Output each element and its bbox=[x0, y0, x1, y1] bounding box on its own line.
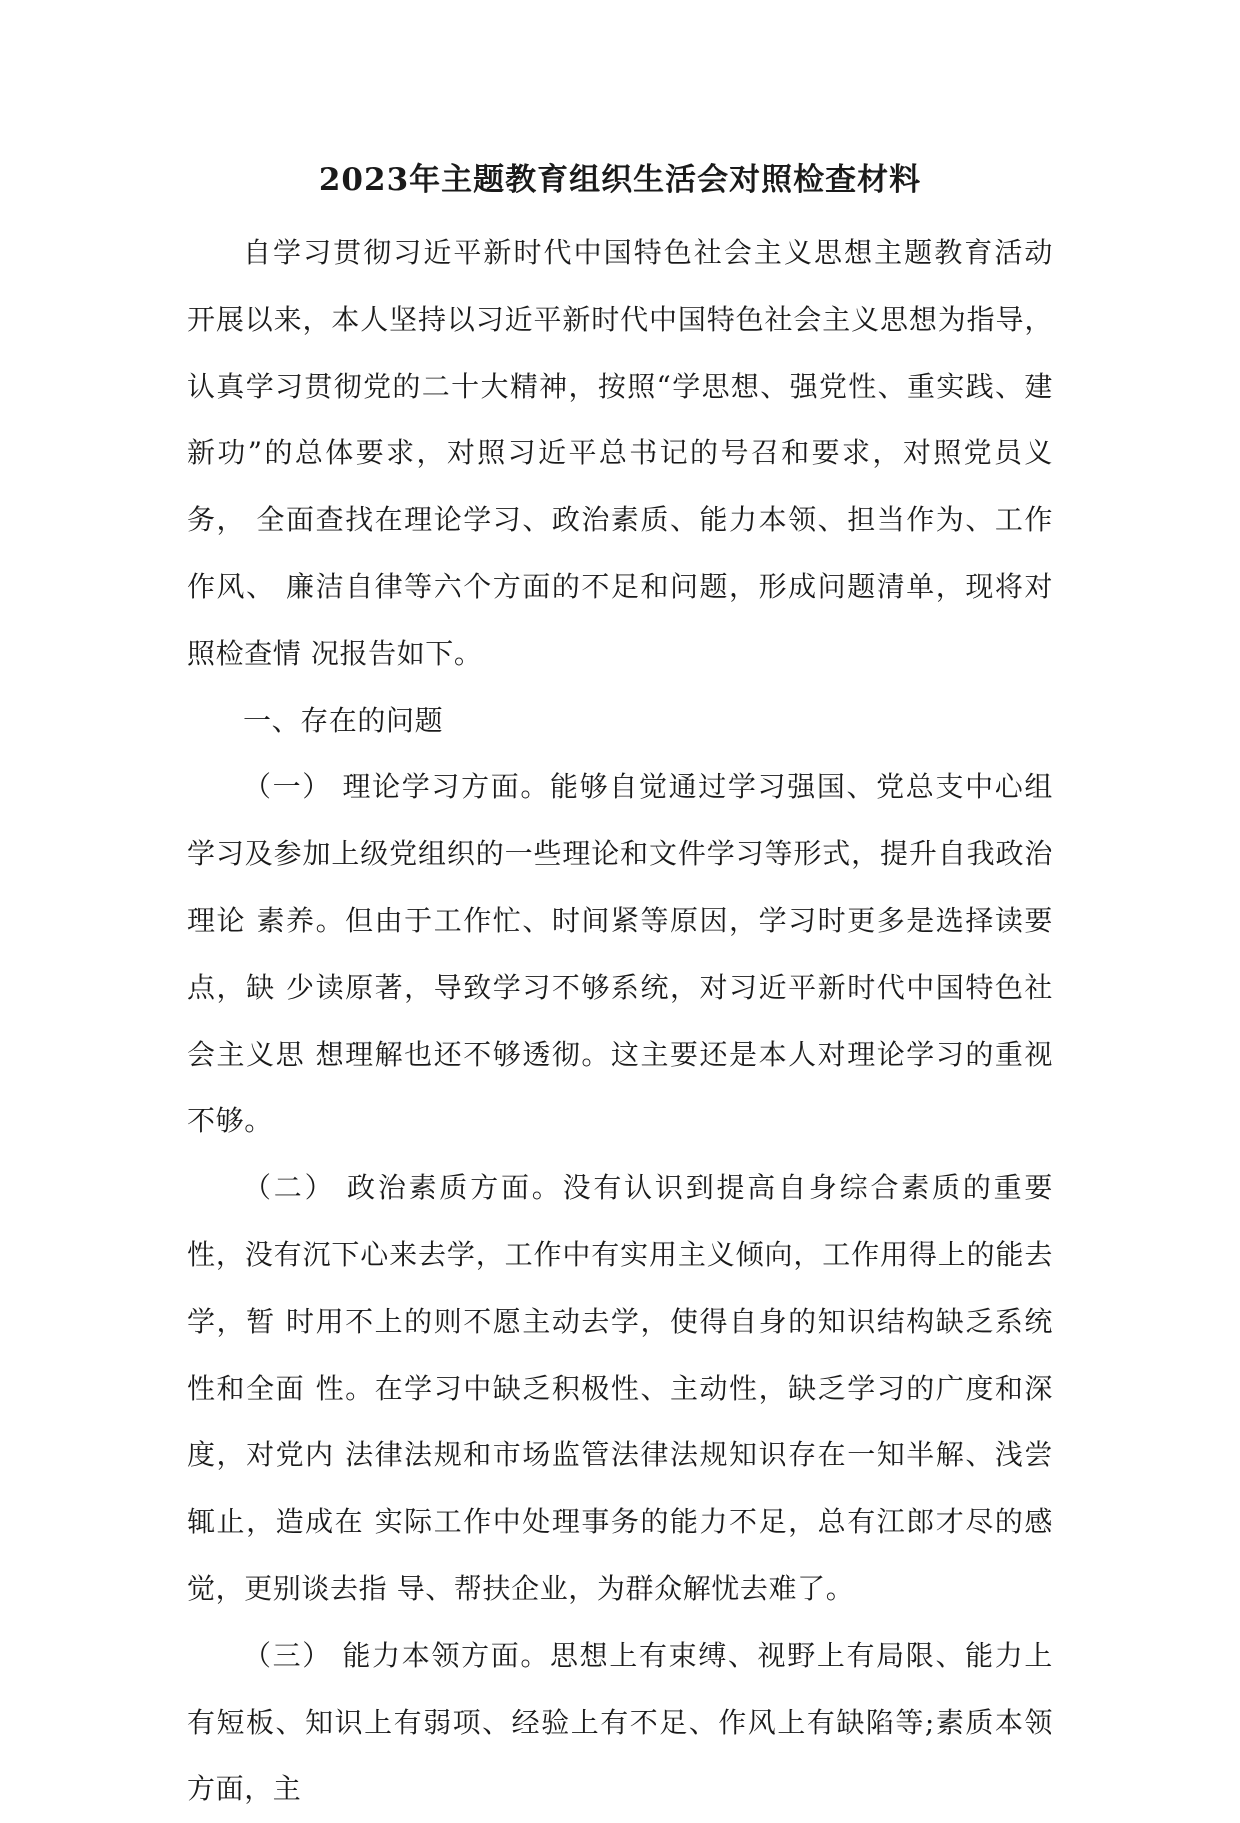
paragraph-intro: 自学习贯彻习近平新时代中国特色社会主义思想主题教育活动 开展以来，本人坚持以习近平新时代中国特色社会主义思想为指导， 认真学习贯彻党的二十大精神，按照“学思想、强党性、重实践、建 新功”的总体要求，对照习近平总书记的号召和要求，对照党员义务， 全面查找在理论学习、政治素质、能力本领、担当作为、工作作风、 廉洁自律等六个方面的不足和问题，形成问题清单，现将对照检查情 况报告如下。 bbox=[187, 236, 1053, 670]
paragraph-ability: （三） 能力本领方面。思想上有束缚、视野上有局限、能力上有短板、知识上有弱项、经验上有不足、作风上有缺陷等;素质本领方面，主 bbox=[187, 1638, 1053, 1806]
document-title: 2023年主题教育组织生活会对照检查材料 bbox=[318, 162, 922, 198]
document-body bbox=[187, 220, 1053, 1823]
paragraph-political-quality: （二） 政治素质方面。没有认识到提高自身综合素质的重要性，没有沉下心来去学，工作中有实用主义倾向，工作用得上的能去学，暂 时用不上的则不愿主动去学，使得自身的知识结构缺乏系统性和全面 性。在学习中缺乏积极性、主动性，缺乏学习的广度和深度，对党内 法律法规和市场监管法律法规知识存在一知半解、浅尝辄止，造成在 实际工作中处理事务的能力不足，总有江郎才尽的感觉，更别谈去指 导、帮扶企业，为群众解忧去难了。 bbox=[187, 1171, 1053, 1605]
section-heading-problems: 一、存在的问题 bbox=[243, 703, 444, 737]
paragraph-theory-study: （一） 理论学习方面。能够自觉通过学习强国、党总支中心组学习及参加上级党组织的一些理论和文件学习等形式，提升自我政治理论 素养。但由于工作忙、时间紧等原因，学习时更多是选择读要点，缺 少读原著，导致学习不够系统，对习近平新时代中国特色社会主义思 想理解也还不够透彻。这主要还是本人对理论学习的重视不够。 bbox=[187, 770, 1053, 1138]
